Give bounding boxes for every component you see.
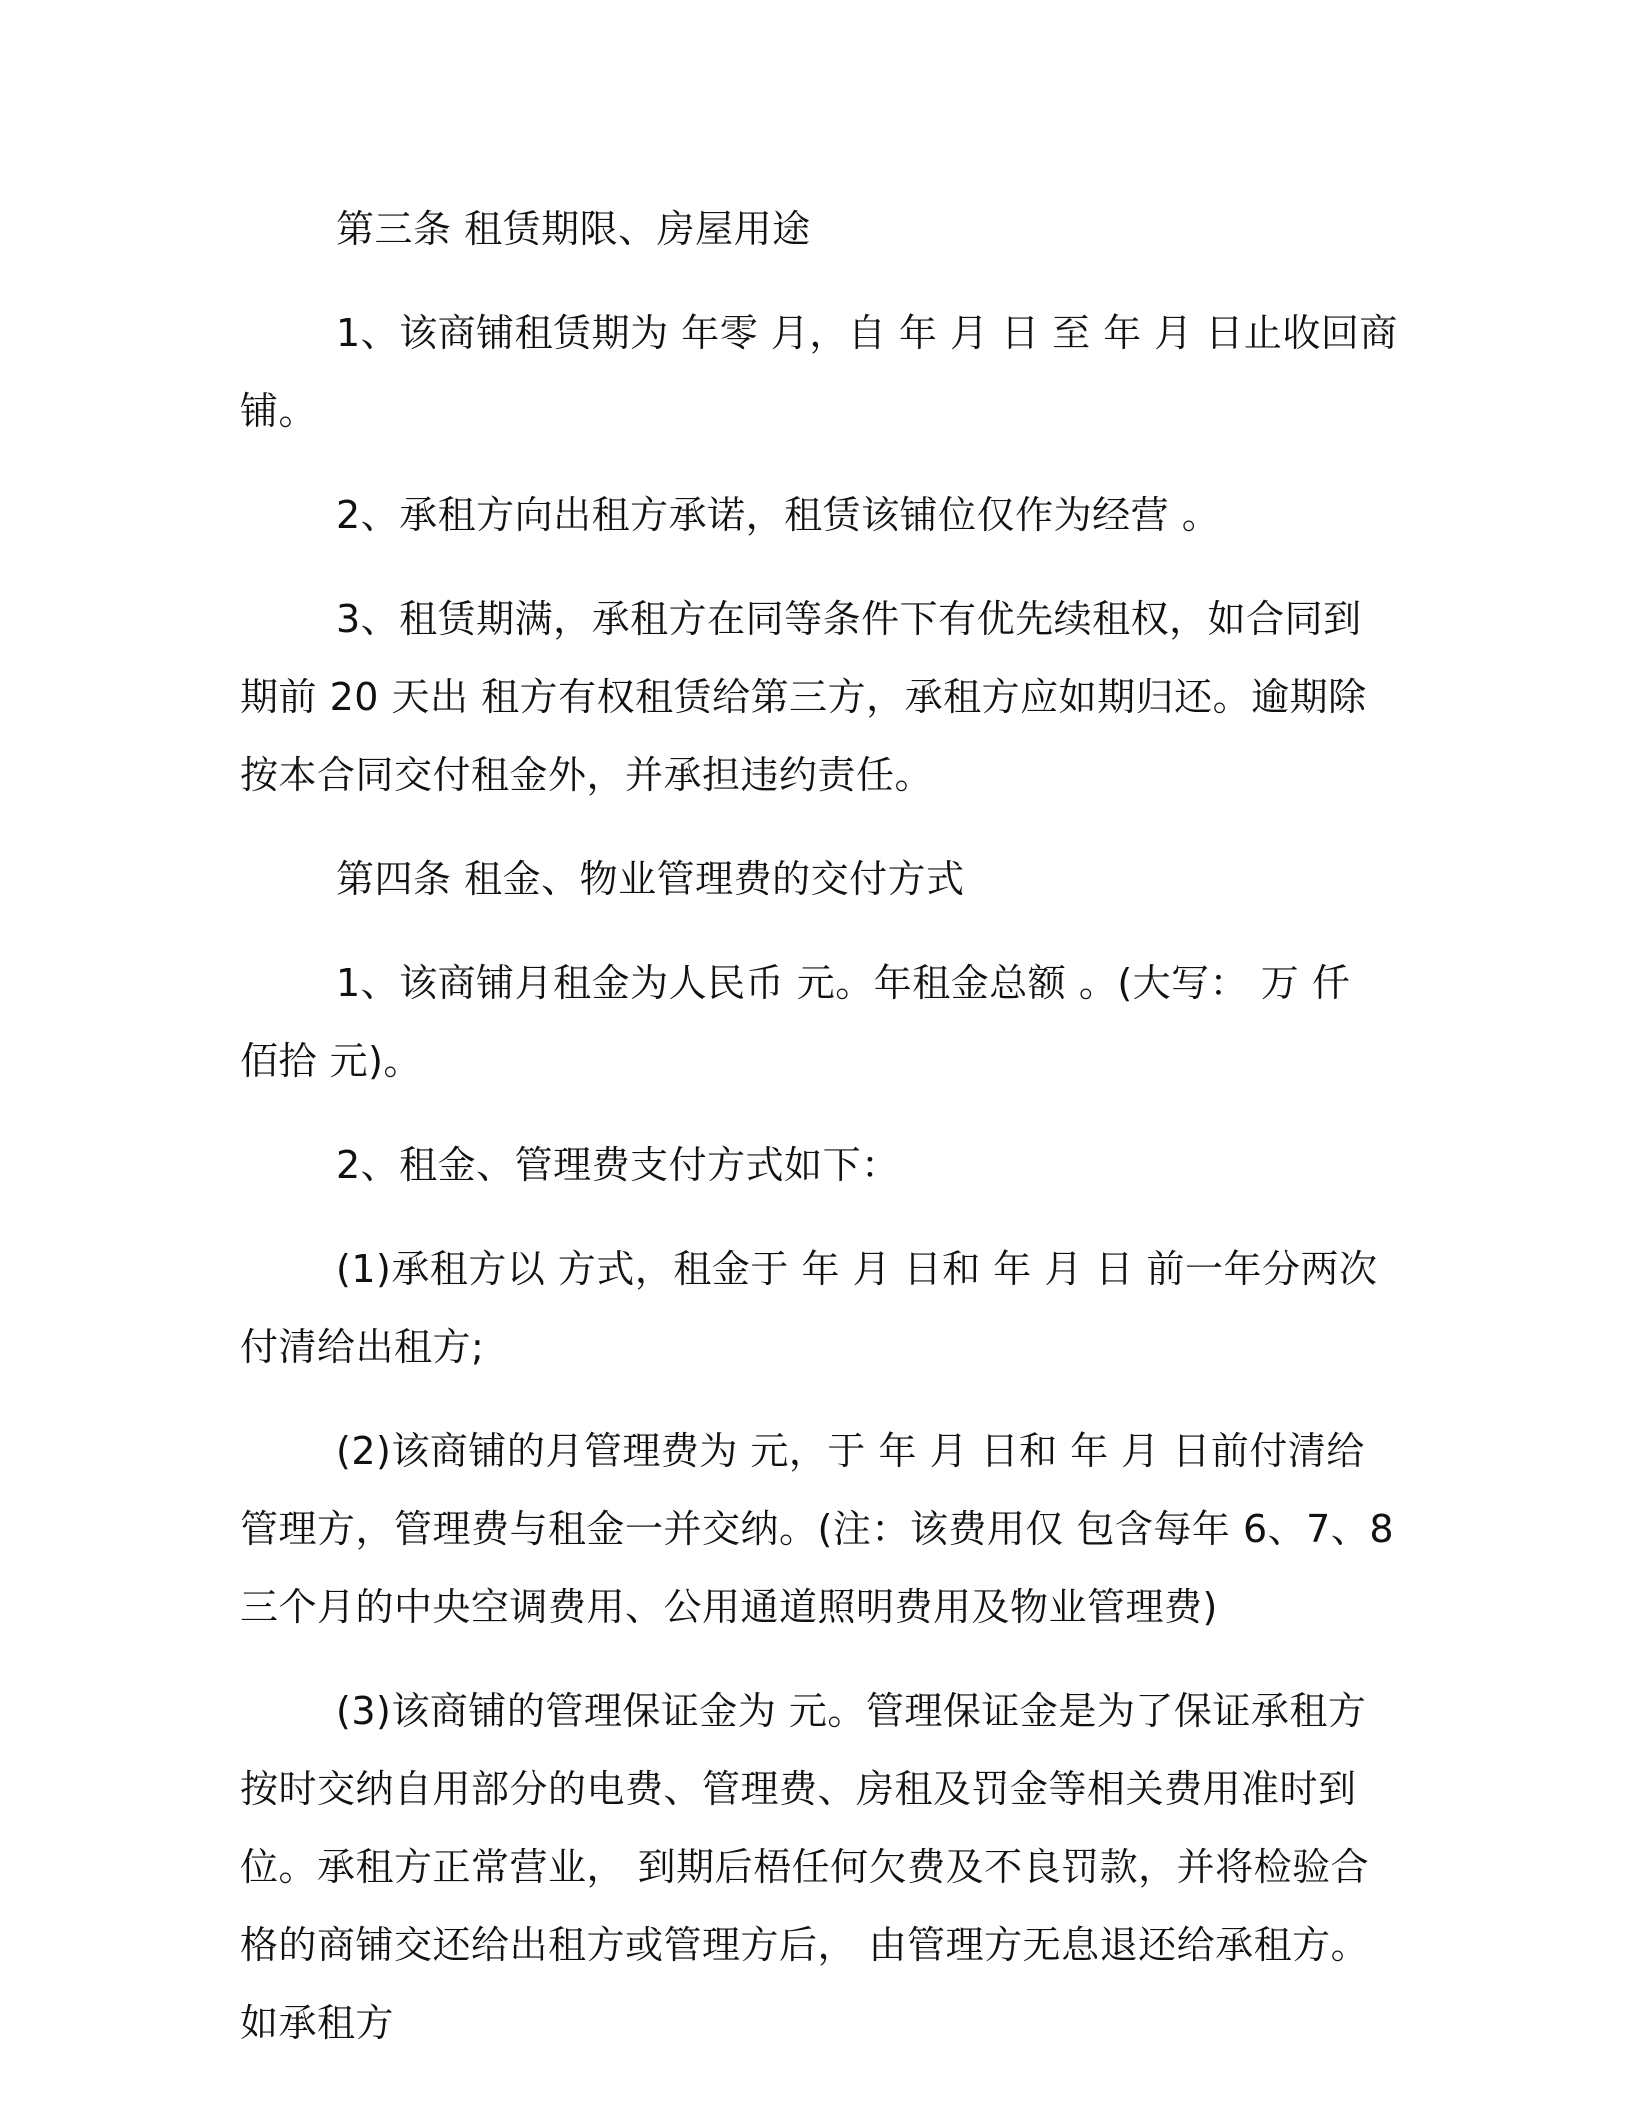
clause-4-2-1: (1)承租方以 方式，租金于 年 月 日和 年 月 日 前一年分两次付清给出租方;: [240, 1247, 1378, 1369]
clause-4-2: 2、租金、管理费支付方式如下：: [336, 1143, 900, 1187]
clause-4-2-3: (3)该商铺的管理保证金为 元。管理保证金是为了保证承租方按时交纳自用部分的电费、管理费、房租及罚金等相关费用准时到位。承租方正常营业， 到期后梧任何欠费及不良罚款，并将检验合格的商铺交还给出租方或管理方后， 由管理方无息退还给承租方。如承租方: [240, 1689, 1370, 2045]
clause-3-1: 1、该商铺租赁期为 年零 月，自 年 月 日 至 年 月 日止收回商铺。: [240, 311, 1398, 433]
clause-3-2: 2、承租方向出租方承诺，租赁该铺位仅作为经营 。: [336, 493, 1221, 537]
clause-3-3: 3、租赁期满，承租方在同等条件下有优先续租权，如合同到期前 20 天出 租方有权租赁给第三方，承租方应如期归还。逾期除按本合同交付租金外，并承担违约责任。: [240, 597, 1367, 797]
clause-4-2-2: (2)该商铺的月管理费为 元，于 年 月 日和 年 月 日前付清给管理方，管理费与租金一并交纳。(注：该费用仅 包含每年 6、7、8 三个月的中央空调费用、公用通道照明费用及物业管理费): [240, 1429, 1395, 1629]
document-page: [240, 190, 1400, 2062]
clause-4-1: 1、该商铺月租金为人民币 元。年租金总额 。(大写： 万 仟 佰拾 元)。: [240, 961, 1351, 1083]
section-4-heading: 第四条 租金、物业管理费的交付方式: [336, 857, 965, 901]
section-3-heading: 第三条 租赁期限、房屋用途: [336, 207, 811, 251]
